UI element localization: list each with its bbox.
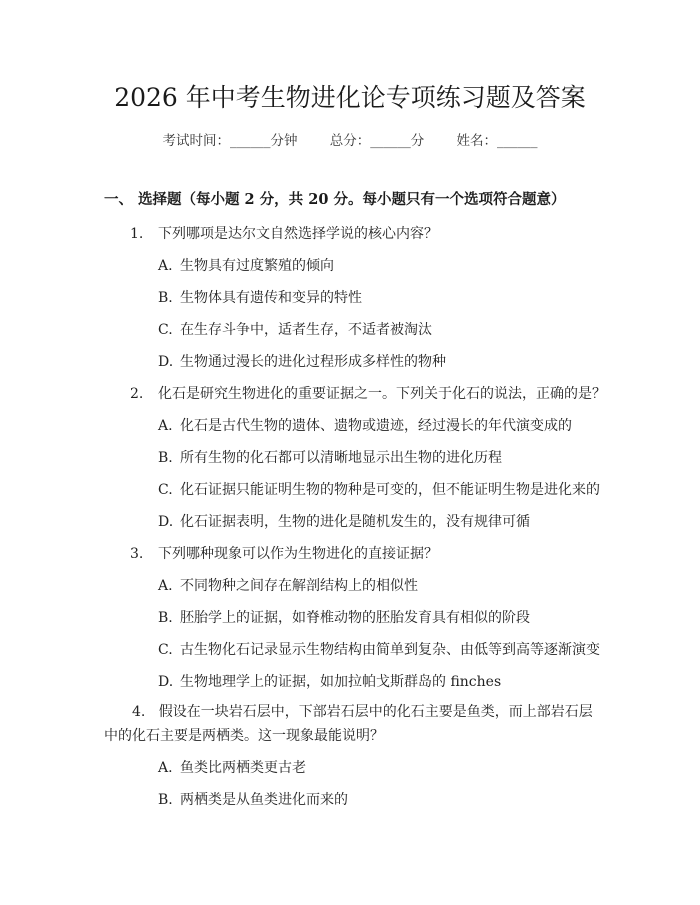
- question-text: 假设在一块岩石层中，下部岩石层中的化石主要是鱼类，而上部岩石层中的化石主要是两栖类。这一现象最能说明？: [104, 704, 593, 744]
- option-text: 鱼类比两栖类更古老: [180, 760, 306, 776]
- question-4-option-b: [158, 790, 348, 810]
- question-number: 3.: [130, 546, 144, 562]
- option-text: 所有生物的化石都可以清晰地显示出生物的进化历程: [180, 450, 502, 466]
- option-letter: A.: [158, 578, 173, 594]
- option-letter: C.: [158, 322, 173, 338]
- option-letter: B.: [158, 450, 173, 466]
- option-text: 胚胎学上的证据，如脊椎动物的胚胎发育具有相似的阶段: [180, 610, 530, 626]
- question-2-option-a: [158, 416, 572, 436]
- option-text: 两栖类是从鱼类进化而来的: [180, 792, 348, 808]
- section-title: 选择题（每小题 2 分，共 20 分。每小题只有一个选项符合题意）: [138, 191, 566, 208]
- question-3-option-c: [158, 640, 600, 660]
- option-letter: C.: [158, 482, 173, 498]
- question-number: 1.: [130, 226, 144, 242]
- student-name-field: 姓名：______: [456, 133, 538, 149]
- question-1-option-c: [158, 320, 432, 340]
- question-1-option-a: [158, 256, 334, 276]
- option-letter: A.: [158, 418, 173, 434]
- option-letter: D.: [158, 354, 174, 370]
- option-text: 化石是古代生物的遗体、遗物或遗迹，经过漫长的年代演变成的: [180, 418, 572, 434]
- question-3-option-d: [158, 672, 501, 692]
- question-4-stem: [104, 700, 604, 748]
- question-2-stem: [130, 384, 606, 404]
- section-heading: [104, 190, 565, 210]
- option-letter: A.: [158, 760, 173, 776]
- question-text: 下列哪项是达尔文自然选择学说的核心内容？: [158, 226, 438, 242]
- option-letter: A.: [158, 258, 173, 274]
- option-letter: D.: [158, 514, 174, 530]
- question-3-option-a: [158, 576, 418, 596]
- option-text: 化石证据表明，生物的进化是随机发生的，没有规律可循: [180, 514, 530, 530]
- option-text: 生物体具有遗传和变异的特性: [180, 290, 362, 306]
- question-number: 4.: [132, 704, 146, 720]
- page-title: 2026 年中考生物进化论专项练习题及答案: [114, 83, 586, 112]
- section-number: 一、: [104, 191, 133, 208]
- question-2-option-c: [158, 480, 600, 500]
- question-1-option-b: [158, 288, 362, 308]
- question-text: 下列哪种现象可以作为生物进化的直接证据？: [158, 546, 438, 562]
- exam-time-field: 考试时间：______分钟: [162, 133, 298, 149]
- option-text: 生物通过漫长的进化过程形成多样性的物种: [180, 354, 446, 370]
- option-text: 生物具有过度繁殖的倾向: [180, 258, 334, 274]
- question-number: 2.: [130, 386, 144, 402]
- option-letter: B.: [158, 792, 173, 808]
- option-text: 生物地理学上的证据，如加拉帕戈斯群岛的 finches: [180, 674, 502, 690]
- option-text: 在生存斗争中，适者生存，不适者被淘汰: [180, 322, 432, 338]
- question-2-option-b: [158, 448, 502, 468]
- question-text: 化石是研究生物进化的重要证据之一。下列关于化石的说法，正确的是？: [158, 386, 606, 402]
- option-letter: D.: [158, 674, 174, 690]
- option-text: 化石证据只能证明生物的物种是可变的，但不能证明生物是进化来的: [180, 482, 600, 498]
- question-2-option-d: [158, 512, 530, 532]
- question-1-stem: [130, 224, 438, 244]
- question-1-option-d: [158, 352, 446, 372]
- exam-info-line: [0, 132, 700, 150]
- question-4-option-a: [158, 758, 306, 778]
- option-text: 古生物化石记录显示生物结构由简单到复杂、由低等到高等逐渐演变: [180, 642, 600, 658]
- option-text: 不同物种之间存在解剖结构上的相似性: [180, 578, 418, 594]
- question-3-stem: [130, 544, 438, 564]
- question-3-option-b: [158, 608, 530, 628]
- option-letter: B.: [158, 290, 173, 306]
- option-letter: C.: [158, 642, 173, 658]
- option-letter: B.: [158, 610, 173, 626]
- total-score-field: 总分：______分: [329, 133, 425, 149]
